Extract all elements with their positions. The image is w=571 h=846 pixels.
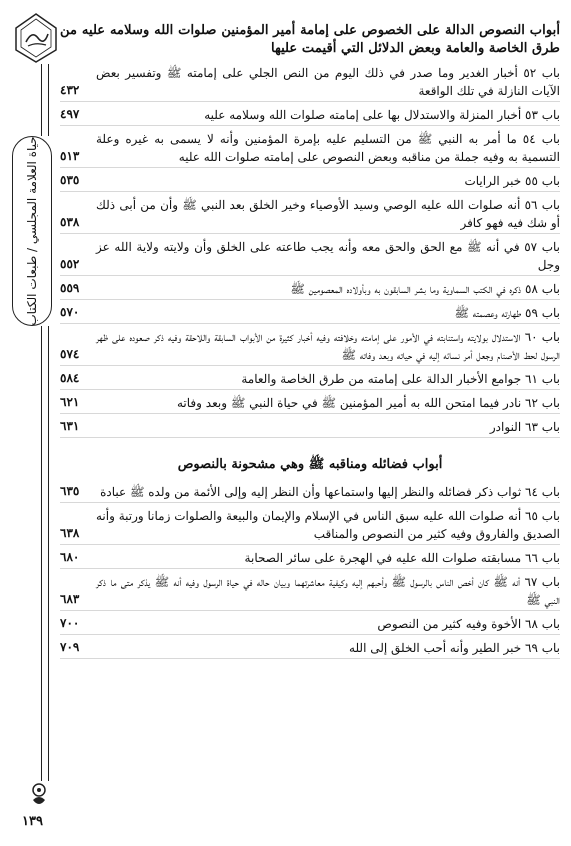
calligraphy-medallion-icon [12,12,60,64]
floral-ornament-icon [27,780,51,810]
toc-entry-page: ٦٨٠ [60,550,80,564]
toc-entry-page: ٥١٣ [60,149,80,163]
toc-entry-title: باب ٦٣ النوادر [489,420,560,434]
toc-entry-page: ٦٨٣ [60,592,80,606]
toc-entry [60,196,560,234]
toc-entry [60,304,560,324]
spine-label-box [12,136,52,326]
toc-entry [60,370,560,390]
toc-entry-page: ٤٩٧ [60,107,80,121]
toc-entry-title: باب ٥٨ ذكره في الكتب السماوية وما بشر السابقون به وبأولاده المعصومين ﷺ [290,282,560,296]
toc-entry-page: ٧٠٩ [60,640,80,654]
toc-entry [60,549,560,569]
toc-entry-title: باب ٦٨ الأخوة وفيه كثير من النصوص [377,617,560,631]
section-header: أبواب النصوص الدالة على الخصوص على إمامة أمير المؤمنين صلوات الله وسلامه عليه من طرق الخاصة والعامة وبعض الدلائل التي أقيمت عليها [60,23,560,56]
toc-entry [60,507,560,545]
toc-entry-title: باب ٦٠ الاستدلال بولايته واستنابته في الأمور على إمامته وخلافته وفيه أخبار كثيرة من الأبواب السابقة واللاحقة وفيه ذكر صعوده على ظهر الرسول لحط الأصنام وجعل أمر نسائه إليه في حياته وبعد وفاته ﷺ [96,330,560,362]
toc-entry-title: باب ٦٥ أنه صلوات الله عليه سبق الناس في الإسلام والإيمان والبيعة والصلوات زمانا ورتبة وأنه الصديق والفاروق وفيه كثير من النصوص والمناقب [96,509,560,541]
toc-entry [60,106,560,126]
toc-entry-page: ٥٥٩ [60,281,80,295]
toc-entry [60,573,560,611]
toc-entry-page: ٥٧٠ [60,305,80,319]
toc-entry-page: ٦٢١ [60,395,80,409]
toc-entry [60,64,560,102]
toc-entry-page: ٥٣٨ [60,215,80,229]
toc-entry-page: ٤٣٢ [60,83,80,97]
toc-entry [60,280,560,300]
toc-entry-title: باب ٦٩ خبر الطير وأنه أحب الخلق إلى الله [349,641,560,655]
toc-entry-title: باب ٥٥ خبر الرايات [464,174,560,188]
spine-title: حياة العلامة المجلسي / طبعات الكتاب [25,136,39,326]
toc-entry [60,130,560,168]
toc-entry-page: ٥٥٢ [60,257,80,271]
toc-entry-title: باب ٦٦ مسابقته صلوات الله عليه في الهجرة على سائر الصحابة [244,551,560,565]
toc-entry-title: باب ٦٤ ثواب ذكر فضائله والنظر إليها واستماعها وأن النظر إليه وإلى الأئمة من ولده ﷺ عبادة [100,485,560,499]
frame-line-top [41,64,49,136]
toc-entry [60,394,560,414]
toc-content [60,22,560,663]
toc-entry-page: ٥٨٤ [60,371,80,385]
toc-entry-page: ٥٣٥ [60,173,80,187]
toc-entry [60,238,560,276]
toc-entry-page: ٦٣٨ [60,526,80,540]
toc-entry-page: ٦٣١ [60,419,80,433]
toc-section-1 [60,64,560,438]
page-number: ١٣٩ [22,814,43,829]
toc-entry [60,328,560,366]
toc-entry [60,615,560,635]
toc-entry-page: ٥٧٤ [60,347,80,361]
toc-entry-title: باب ٥٣ أخبار المنزلة والاستدلال بها على إمامته صلوات الله وسلامه عليه [204,108,560,122]
toc-entry-title: باب ٦١ جوامع الأخبار الدالة على إمامته من طرق الخاصة والعامة [241,372,560,386]
toc-entry-title: باب ٦٢ نادر فيما امتحن الله به أمير المؤمنين ﷺ في حياة النبي ﷺ وبعد وفاته [177,396,560,410]
toc-entry [60,639,560,659]
toc-entry [60,483,560,503]
section-title: أبواب فضائله ومناقبه ﷺ وهي مشحونة بالنصوص [177,457,443,472]
toc-entry-title: باب ٥٩ طهارته وعصمته ﷺ [454,306,560,320]
frame-line-bottom [41,326,49,781]
toc-entry-page: ٧٠٠ [60,616,80,630]
toc-entry-title: باب ٥٤ ما أمر به النبي ﷺ من التسليم عليه بإمرة المؤمنين وأنه لا يسمى به غيره وعلة التسمية به وفيه جملة من مناقبه وبعض النصوص على إمامته صلوات الله عليه [96,132,560,164]
toc-entry-title: باب ٥٦ أنه صلوات الله عليه الوصي وسيد الأوصياء وخير الخلق بعد النبي ﷺ وأن من أبى ذلك أو شك فيه فهو كافر [96,198,560,230]
toc-entry-title: باب ٥٢ أخبار الغدير وما صدر في ذلك اليوم من النص الجلي على إمامته ﷺ وتفسير بعض الآيات النازلة في تلك الواقعة [96,66,561,98]
toc-entry-title: باب ٥٧ في أنه ﷺ مع الحق والحق معه وأنه يجب طاعته على الخلق وأن ولايته ولاية الله عز وجل [96,240,561,272]
toc-section-2 [60,483,560,659]
toc-entry-title: باب ٦٧ أنه ﷺ كان أخص الناس بالرسول ﷺ وأحبهم إليه وكيفية معاشرتهما وبيان حاله في حياة الرسول وفيه أنه ﷺ يذكر متى ما ذكر النبي ﷺ [96,575,560,607]
toc-entry-page: ٦٣٥ [60,484,80,498]
toc-entry [60,172,560,192]
toc-entry [60,418,560,438]
